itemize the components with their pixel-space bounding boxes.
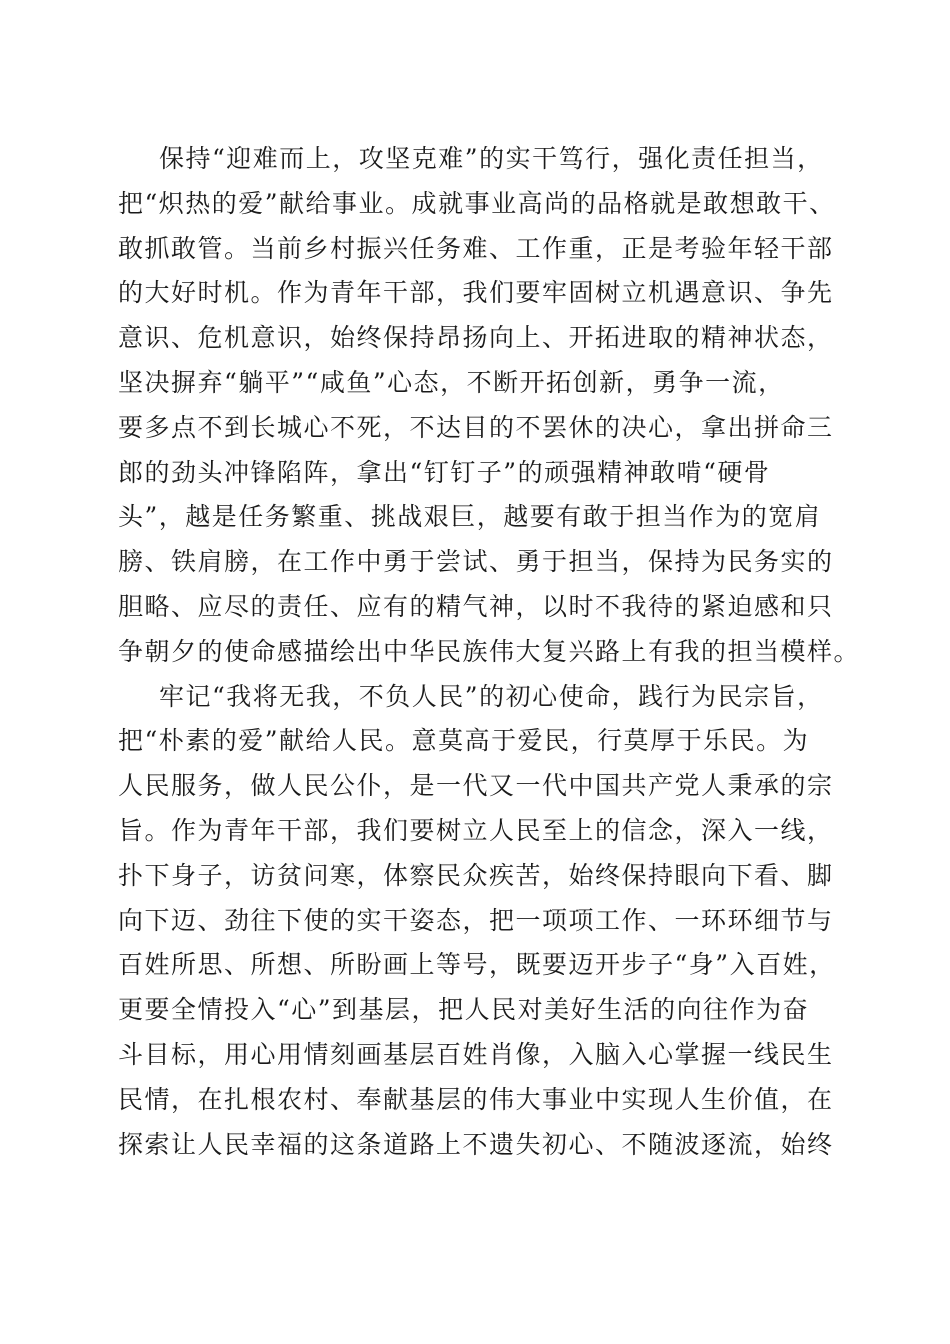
paragraph-1 [118, 137, 861, 675]
paragraph-line: 保持“迎难而上，攻坚克难”的实干笃行，强化责任担当， [159, 144, 824, 173]
paragraph-line: 争朝夕的使命感描绘出中华民族伟大复兴路上有我的担当模样。 [118, 636, 861, 666]
paragraph-line: 百姓所思、所想、所盼画上等号，既要迈开步子“身”入百姓， [118, 950, 836, 980]
paragraph-line: 人民服务，做人民公仆，是一代又一代中国共产党人秉承的宗 [118, 771, 834, 801]
paragraph-line: 探索让人民幸福的这条道路上不遗失初心、不随波逐流，始终 [118, 1129, 834, 1159]
paragraph-line: 向下迈、劲往下使的实干姿态，把一项项工作、一环环细节与 [118, 905, 834, 935]
paragraph-line: 把“朴素的爱”献给人民。意莫高于爱民，行莫厚于乐民。为 [118, 726, 810, 756]
paragraph-2 [118, 675, 836, 1168]
paragraph-line: 意识、危机意识，始终保持昂扬向上、开拓进取的精神状态， [118, 323, 834, 353]
paragraph-line: 旨。作为青年干部，我们要树立人民至上的信念，深入一线， [118, 815, 834, 845]
document-body [118, 137, 861, 1167]
paragraph-line: 膀、铁肩膀，在工作中勇于尝试、勇于担当，保持为民务实的 [118, 547, 834, 577]
paragraph-line: 扑下身子，访贫问寒，体察民众疾苦，始终保持眼向下看、脚 [118, 860, 834, 890]
paragraph-line: 胆略、应尽的责任、应有的精气神，以时不我待的紧迫感和只 [118, 591, 834, 621]
paragraph-line: 要多点不到长城心不死，不达目的不罢休的决心，拿出拼命三 [118, 412, 834, 442]
paragraph-line: 敢抓敢管。当前乡村振兴任务难、工作重，正是考验年轻干部 [118, 233, 834, 263]
paragraph-line: 的大好时机。作为青年干部，我们要牢固树立机遇意识、争先 [118, 278, 834, 308]
paragraph-line: 斗目标，用心用情刻画基层百姓肖像，入脑入心掌握一线民生 [118, 1039, 834, 1069]
paragraph-line: 牢记“我将无我，不负人民”的初心使命，践行为民宗旨， [159, 681, 824, 711]
paragraph-line: 坚决摒弃“躺平”“咸鱼”心态，不断开拓创新，勇争一流， [118, 367, 785, 397]
paragraph-line: 民情，在扎根农村、奉献基层的伟大事业中实现人生价值，在 [118, 1084, 834, 1114]
paragraph-line: 更要全情投入“心”到基层，把人民对美好生活的向往作为奋 [118, 995, 810, 1025]
paragraph-line: 郎的劲头冲锋陷阵，拿出“钉钉子”的顽强精神敢啃“硬骨 [118, 457, 771, 487]
paragraph-line: 把“炽热的爱”献给事业。成就事业高尚的品格就是敢想敢干、 [118, 188, 836, 218]
paragraph-line: 头”，越是任务繁重、挑战艰巨，越要有敢于担当作为的宽肩 [118, 502, 822, 532]
